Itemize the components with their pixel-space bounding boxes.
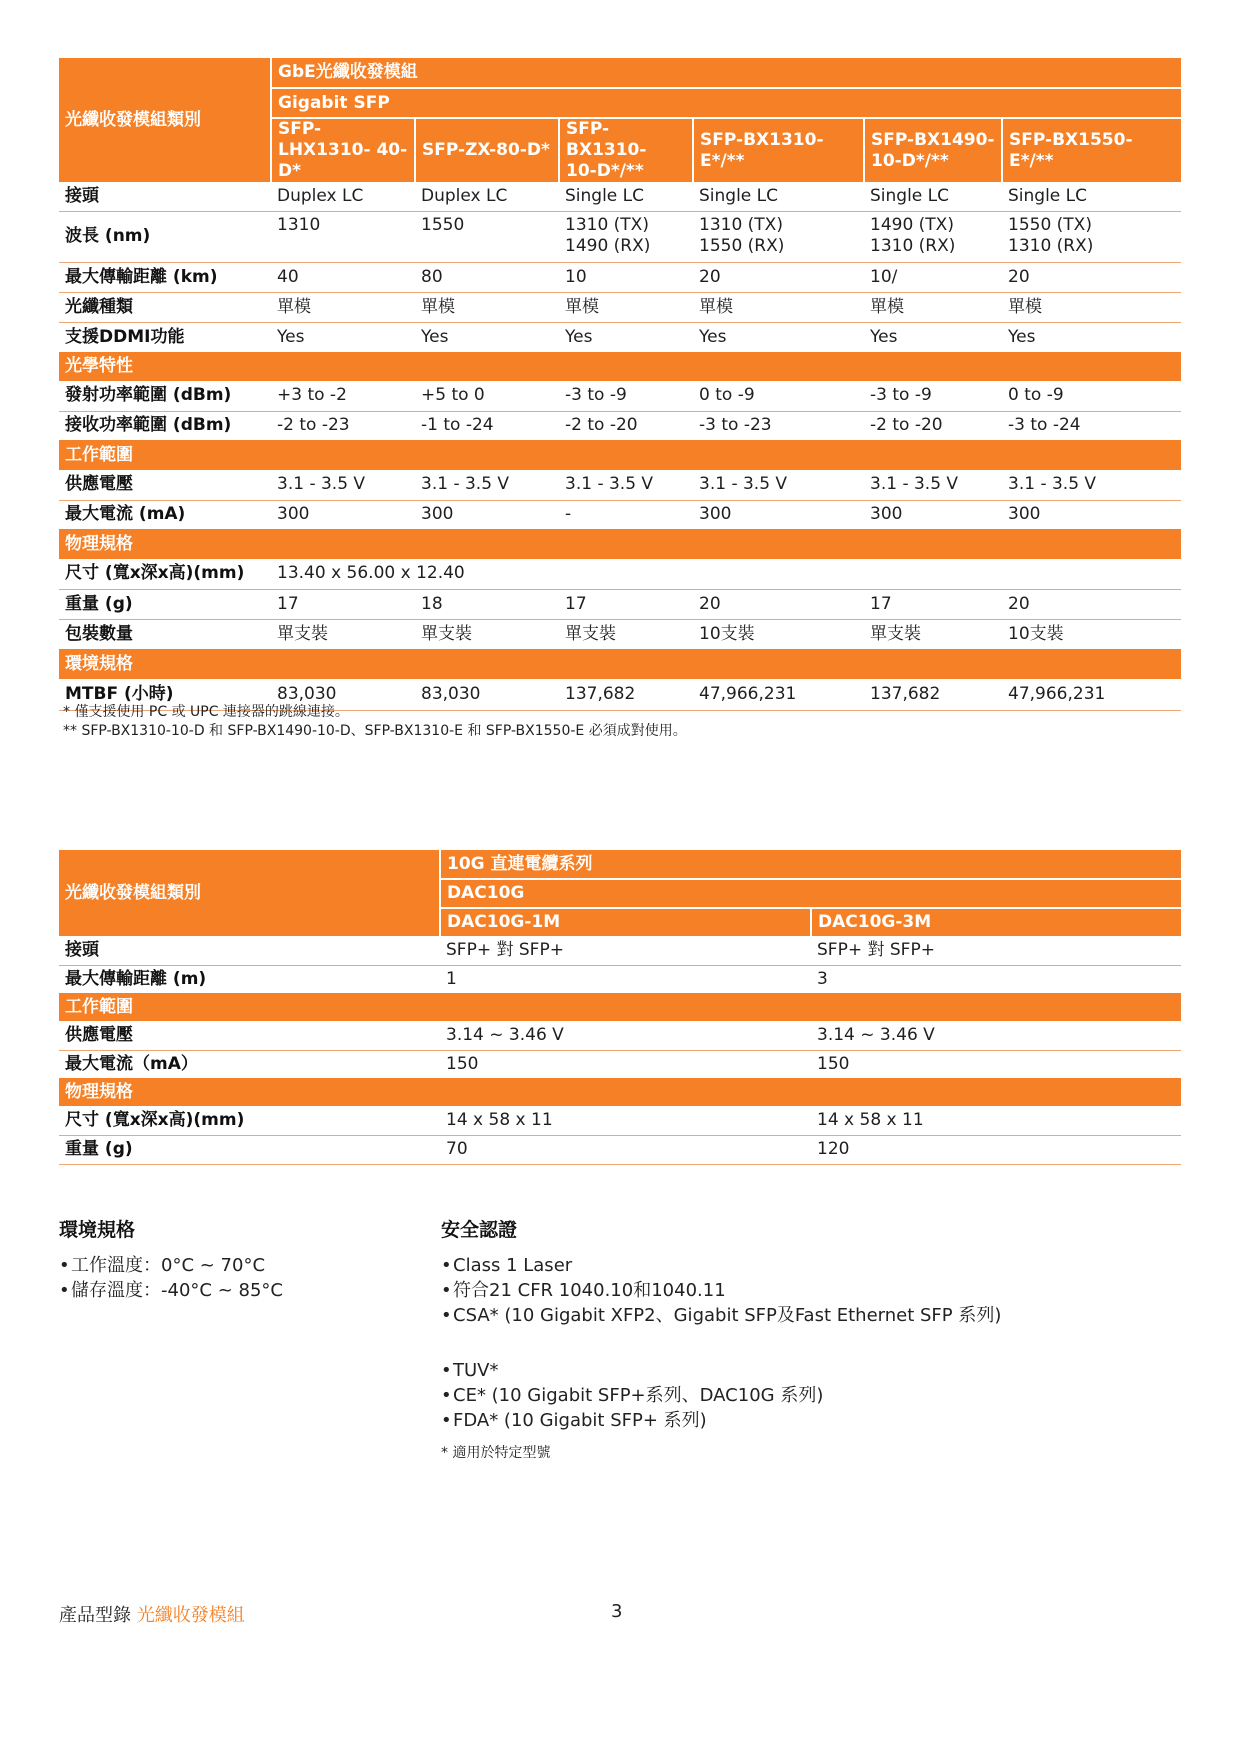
footer-catalog-label: 產品型錄	[59, 1605, 131, 1626]
list-text: CSA* (10 Gigabit XFP2、Gigabit SFP及Fast Ethernet SFP 系列)	[453, 1305, 1002, 1326]
series-title: GbE光纖收發模組	[271, 58, 1181, 88]
bullet-icon: •	[441, 1255, 452, 1276]
cell: 17	[271, 589, 415, 619]
cell: Single LC	[559, 182, 693, 211]
list-text: Class 1 Laser	[453, 1255, 573, 1276]
subseries-title: DAC10G	[440, 879, 1181, 908]
row-label: 波長 (nm)	[59, 211, 271, 262]
cell: -3 to -23	[699, 415, 772, 436]
footnote: * 僅支援使用 PC 或 UPC 連接器的跳線連接。	[63, 704, 349, 720]
model-header: SFP-BX1310-E*/**	[693, 118, 864, 182]
section-header-row	[59, 993, 1181, 1021]
cell: Yes	[277, 326, 305, 347]
cell: 單模	[864, 292, 1002, 322]
cell: 47,966,231	[1002, 679, 1181, 710]
section-title: 物理規格	[59, 529, 1181, 559]
list-text: 工作溫度：0°C ~ 70°C	[71, 1255, 266, 1276]
cell: Single LC	[693, 182, 864, 211]
list-item	[59, 1253, 283, 1278]
cell: 80	[415, 262, 559, 292]
cell: 150	[446, 1053, 479, 1074]
list-text: 儲存溫度：-40°C ~ 85°C	[71, 1280, 283, 1301]
row-label: 最大傳輸距離 (m)	[65, 968, 207, 989]
row-label: 接收功率範圍 (dBm)	[65, 415, 232, 436]
bullet-icon: •	[441, 1410, 452, 1431]
cell: 300	[1008, 504, 1041, 525]
cell: 20	[693, 262, 864, 292]
cell: 20	[1002, 262, 1181, 292]
table-row	[59, 211, 1181, 262]
table-row	[59, 411, 1181, 440]
cell: 10支裝	[1008, 623, 1064, 644]
row-label: 尺寸 (寬x深x高)(mm)	[59, 1106, 440, 1135]
section-header-row	[59, 649, 1181, 679]
row-label: 尺寸 (寬x深x高)(mm)	[59, 559, 271, 589]
table-footnotes	[63, 703, 687, 741]
section-header-row	[59, 529, 1181, 559]
model-header: SFP-ZX-80-D*	[415, 118, 559, 182]
cell: 3.1 - 3.5 V	[559, 470, 693, 500]
table-row	[59, 936, 1181, 965]
bullet-icon: •	[441, 1280, 452, 1301]
cell: 137,682	[864, 679, 1002, 710]
row-label: 重量 (g)	[59, 589, 271, 619]
cell: 300	[870, 504, 903, 525]
list-item	[441, 1278, 1001, 1303]
cell: 18	[415, 589, 559, 619]
section-header-row	[59, 440, 1181, 470]
row-label: 最大電流 (mA)	[65, 504, 186, 525]
model-header: DAC10G-1M	[440, 908, 811, 936]
table-row	[59, 965, 1181, 993]
cell: 13.40 x 56.00 x 12.40	[271, 559, 1181, 589]
cell: SFP+ 對 SFP+	[440, 936, 811, 965]
section-header-row	[59, 1078, 1181, 1106]
section-title: 物理規格	[59, 1078, 1181, 1106]
cell: 0 to -9	[1002, 381, 1181, 411]
model-header: DAC10G-3M	[811, 908, 1181, 936]
row-label: 光纖種類	[59, 292, 271, 322]
cell: -3 to -9	[864, 381, 1002, 411]
table-row	[59, 1050, 1181, 1078]
cell: 20	[693, 589, 864, 619]
category-label: 光纖收發模組類別	[59, 850, 440, 936]
row-label: 支援DDMI功能	[65, 326, 185, 347]
cell: 20	[1002, 589, 1181, 619]
row-label: 最大傳輸距離 (km)	[59, 262, 271, 292]
cell: 83,030	[271, 679, 415, 710]
list-item	[441, 1303, 1001, 1328]
table-row	[59, 182, 1181, 211]
cell: 300	[421, 504, 454, 525]
cell: 300	[277, 504, 310, 525]
series-title: 10G 直連電纜系列	[440, 850, 1181, 879]
cell: 10	[559, 262, 693, 292]
cell: 單模	[271, 292, 415, 322]
table-row	[59, 262, 1181, 292]
list-item	[441, 1383, 1001, 1408]
model-header: SFP-LHX1310- 40-D*	[271, 118, 415, 182]
cell: 3.14 ~ 3.46 V	[440, 1021, 811, 1050]
cell: 3.1 - 3.5 V	[1002, 470, 1181, 500]
cell: 1490 (TX) 1310 (RX)	[864, 211, 1002, 262]
row-label: 包裝數量	[65, 623, 133, 644]
row-label: 發射功率範圍 (dBm)	[59, 381, 271, 411]
cell: 137,682	[559, 679, 693, 710]
table-row	[59, 381, 1181, 411]
section-header-row	[59, 352, 1181, 381]
bullet-icon: •	[441, 1385, 452, 1406]
table-row	[59, 1106, 1181, 1135]
subseries-title: Gigabit SFP	[271, 88, 1181, 118]
cell: -3 to -9	[559, 381, 693, 411]
cell: Single LC	[1002, 182, 1181, 211]
bullet-icon: •	[59, 1255, 70, 1276]
footnote: ** SFP-BX1310-10-D 和 SFP-BX1490-10-D、SFP-BX1310-E 和 SFP-BX1550-E 必須成對使用。	[63, 723, 687, 739]
cell: -2 to -20	[565, 415, 638, 436]
cell: 3.1 - 3.5 V	[415, 470, 559, 500]
cell: -	[565, 504, 572, 525]
row-label: 接頭	[59, 936, 440, 965]
table-row	[59, 500, 1181, 529]
list-text: TUV*	[453, 1360, 499, 1381]
cell: 1550	[415, 211, 559, 262]
cell: 單模	[559, 292, 693, 322]
list-item	[441, 1408, 1001, 1433]
cell: 單支裝	[421, 623, 472, 644]
cell: 10支裝	[699, 623, 755, 644]
cell: 70	[440, 1135, 811, 1164]
table-row	[59, 1021, 1181, 1050]
list-text: 符合21 CFR 1040.10和1040.11	[453, 1280, 726, 1301]
dac10g-spec-table	[59, 850, 1181, 1165]
table-row	[59, 322, 1181, 352]
section-heading: 安全認證	[441, 1219, 518, 1241]
cell: SFP+ 對 SFP+	[811, 936, 1181, 965]
table-row	[59, 589, 1181, 619]
cell: 1	[446, 968, 457, 989]
list-item	[441, 1253, 1001, 1278]
cell: 17	[559, 589, 693, 619]
safety-certification	[441, 1218, 1001, 1466]
cell: 14 x 58 x 11	[440, 1106, 811, 1135]
cell: -3 to -24	[1008, 415, 1081, 436]
cell: 1550 (TX) 1310 (RX)	[1002, 211, 1181, 262]
cell: +5 to 0	[415, 381, 559, 411]
bullet-icon: •	[59, 1280, 70, 1301]
bullet-icon: •	[441, 1305, 452, 1326]
section-heading: 環境規格	[59, 1219, 136, 1241]
cell: -2 to -23	[277, 415, 350, 436]
row-label: 最大電流（mA）	[65, 1053, 198, 1074]
category-label: 光纖收發模組類別	[59, 58, 271, 182]
page-number: 3	[611, 1601, 623, 1622]
table-row	[59, 1135, 1181, 1164]
cell: 3.14 ~ 3.46 V	[811, 1021, 1181, 1050]
cell: 40	[271, 262, 415, 292]
row-label: MTBF (小時)	[59, 679, 271, 710]
cell: 單模	[693, 292, 864, 322]
row-label: 接頭	[59, 182, 271, 211]
cell: 120	[811, 1135, 1181, 1164]
cell: -1 to -24	[421, 415, 494, 436]
cell: 10/	[864, 262, 1002, 292]
cell: 單模	[415, 292, 559, 322]
bullet-icon: •	[441, 1360, 452, 1381]
section-title: 環境規格	[59, 649, 1181, 679]
cell: 單支裝	[565, 623, 616, 644]
safety-note: * 適用於特定型號	[441, 1445, 551, 1461]
model-header: SFP-BX1550-E*/**	[1002, 118, 1181, 182]
cell: Yes	[1008, 326, 1036, 347]
table-row	[59, 559, 1181, 589]
table-row	[59, 619, 1181, 649]
cell: 47,966,231	[693, 679, 864, 710]
list-item	[441, 1358, 1001, 1383]
gbe-spec-table	[59, 58, 1181, 711]
cell: 83,030	[415, 679, 559, 710]
row-label: 供應電壓	[59, 470, 271, 500]
environment-spec	[59, 1218, 283, 1303]
footer-catalog	[59, 1601, 245, 1627]
row-label: 重量 (g)	[59, 1135, 440, 1164]
row-label: 供應電壓	[59, 1021, 440, 1050]
cell: +3 to -2	[271, 381, 415, 411]
list-item	[59, 1278, 283, 1303]
section-title: 工作範圍	[59, 993, 1181, 1021]
model-header: SFP-BX1490- 10-D*/**	[864, 118, 1002, 182]
section-title: 工作範圍	[59, 440, 1181, 470]
section-title: 光學特性	[59, 352, 1181, 381]
cell: 單模	[1002, 292, 1181, 322]
cell: 3.1 - 3.5 V	[864, 470, 1002, 500]
cell: 單支裝	[277, 623, 328, 644]
cell: Duplex LC	[271, 182, 415, 211]
cell: Duplex LC	[415, 182, 559, 211]
cell: 300	[699, 504, 732, 525]
cell: 150	[817, 1053, 850, 1074]
cell: 1310 (TX) 1490 (RX)	[559, 211, 693, 262]
cell: 1310 (TX) 1550 (RX)	[693, 211, 864, 262]
cell: 3.1 - 3.5 V	[693, 470, 864, 500]
cell: Yes	[870, 326, 898, 347]
cell: 17	[864, 589, 1002, 619]
cell: 3.1 - 3.5 V	[271, 470, 415, 500]
cell: 1310	[271, 211, 415, 262]
list-text: CE* (10 Gigabit SFP+系列、DAC10G 系列)	[453, 1385, 824, 1406]
cell: 3	[817, 968, 828, 989]
list-text: FDA* (10 Gigabit SFP+ 系列)	[453, 1410, 707, 1431]
cell: Single LC	[864, 182, 1002, 211]
cell: -2 to -20	[870, 415, 943, 436]
footer-product-label: 光纖收發模組	[136, 1605, 245, 1626]
cell: 14 x 58 x 11	[811, 1106, 1181, 1135]
table-row	[59, 470, 1181, 500]
cell: 0 to -9	[693, 381, 864, 411]
table-row	[59, 292, 1181, 322]
cell: 單支裝	[870, 623, 921, 644]
cell: Yes	[699, 326, 727, 347]
cell: Yes	[565, 326, 593, 347]
cell: Yes	[421, 326, 449, 347]
model-header: SFP-BX1310- 10-D*/**	[559, 118, 693, 182]
